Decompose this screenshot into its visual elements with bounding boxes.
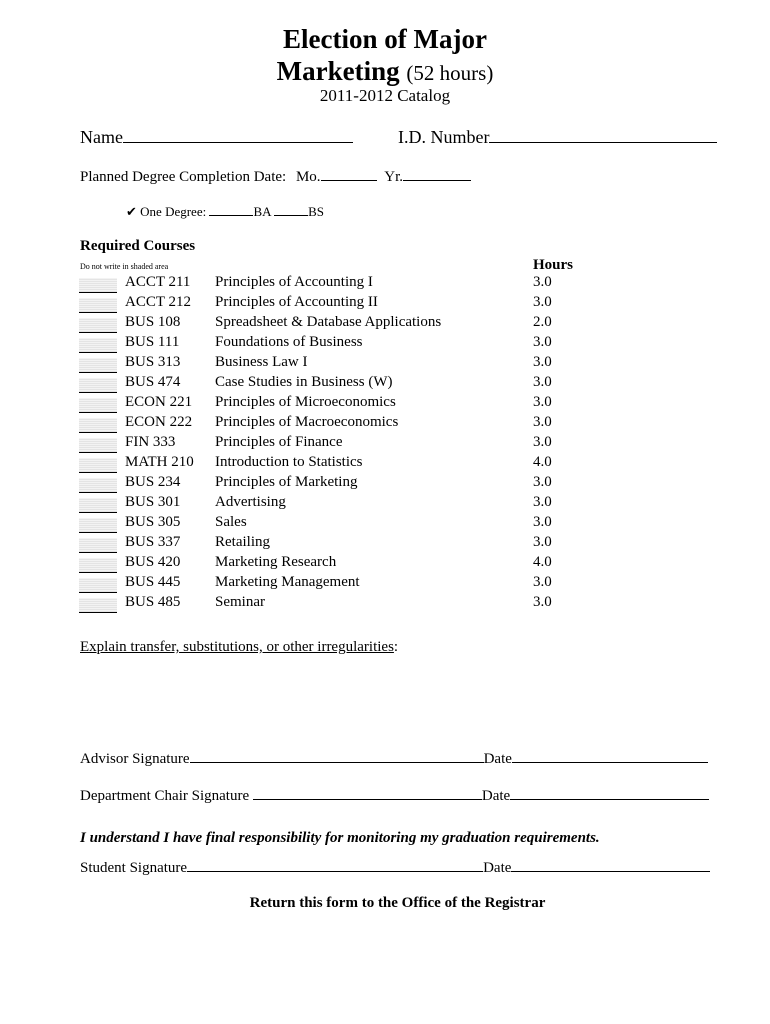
course-row xyxy=(0,374,770,394)
course-code: BUS 474 xyxy=(125,374,181,390)
student-date-field[interactable] xyxy=(511,857,710,872)
ba-field[interactable] xyxy=(209,204,253,216)
course-hours: 3.0 xyxy=(533,414,552,430)
student-date-label: Date xyxy=(483,860,512,876)
advisor-signature-label: Advisor Signature xyxy=(80,751,190,767)
explain-text-area[interactable] xyxy=(80,664,716,736)
course-hours: 3.0 xyxy=(533,534,552,550)
shaded-completion-box xyxy=(79,278,117,293)
course-hours: 3.0 xyxy=(533,514,552,530)
month-field[interactable] xyxy=(321,166,377,181)
course-code: ACCT 211 xyxy=(125,274,191,290)
course-code: BUS 234 xyxy=(125,474,181,490)
advisor-date-field[interactable] xyxy=(512,748,708,763)
course-code: FIN 333 xyxy=(125,434,176,450)
course-row xyxy=(0,354,770,374)
year-field[interactable] xyxy=(403,166,471,181)
course-title: Principles of Marketing xyxy=(215,474,358,490)
course-title: Business Law I xyxy=(215,354,308,370)
course-row xyxy=(0,454,770,474)
course-code: BUS 313 xyxy=(125,354,181,370)
course-code: BUS 337 xyxy=(125,534,181,550)
course-hours: 3.0 xyxy=(533,594,552,610)
course-row xyxy=(0,314,770,334)
course-code: BUS 301 xyxy=(125,494,181,510)
name-label: Name xyxy=(80,127,123,147)
course-row xyxy=(0,554,770,574)
course-hours: 3.0 xyxy=(533,374,552,390)
course-row xyxy=(0,534,770,554)
course-title: Marketing Management xyxy=(215,574,360,590)
course-row xyxy=(0,594,770,614)
course-code: BUS 485 xyxy=(125,594,181,610)
one-degree-label: One Degree: xyxy=(140,204,207,219)
shaded-completion-box xyxy=(79,578,117,593)
id-label: I.D. Number xyxy=(398,127,490,147)
course-title: Introduction to Statistics xyxy=(215,454,363,470)
shaded-completion-box xyxy=(79,378,117,393)
course-row xyxy=(0,434,770,454)
course-title: Marketing Research xyxy=(215,554,337,570)
course-row xyxy=(0,514,770,534)
course-hours: 3.0 xyxy=(533,494,552,510)
course-hours: 3.0 xyxy=(533,354,552,370)
course-title: Advertising xyxy=(215,494,286,510)
course-hours: 3.0 xyxy=(533,474,552,490)
course-title: Principles of Macroeconomics xyxy=(215,414,399,430)
chair-signature-row xyxy=(80,785,709,805)
course-row xyxy=(0,414,770,434)
responsibility-statement: I understand I have final responsibility for monitoring my graduation requirements. xyxy=(80,830,600,846)
course-title: Seminar xyxy=(215,594,265,610)
year-label: Yr. xyxy=(384,169,404,185)
course-hours: 4.0 xyxy=(533,454,552,470)
shaded-completion-box xyxy=(79,518,117,533)
shaded-completion-box xyxy=(79,458,117,473)
catalog-year: 2011-2012 Catalog xyxy=(319,86,451,105)
advisor-signature-row xyxy=(80,748,708,768)
one-degree-row xyxy=(126,204,324,220)
course-hours: 3.0 xyxy=(533,334,552,350)
month-label: Mo. xyxy=(295,169,321,185)
advisor-date-label: Date xyxy=(483,751,512,767)
major-name: Marketing xyxy=(276,56,400,86)
course-title: Sales xyxy=(215,514,247,530)
shaded-completion-box xyxy=(79,318,117,333)
course-code: BUS 108 xyxy=(125,314,181,330)
course-code: BUS 445 xyxy=(125,574,181,590)
completion-label: Planned Degree Completion Date: xyxy=(80,169,287,185)
course-code: BUS 111 xyxy=(125,334,180,350)
course-row xyxy=(0,494,770,514)
explain-row xyxy=(80,639,398,656)
shaded-area-note: Do not write in shaded area xyxy=(80,262,169,271)
bs-field[interactable] xyxy=(274,204,308,216)
checkmark-icon: ✔ xyxy=(126,204,137,219)
course-title: Principles of Microeconomics xyxy=(215,394,396,410)
id-number-field[interactable] xyxy=(489,128,717,143)
chair-signature-field[interactable] xyxy=(253,785,482,800)
return-instruction: Return this form to the Office of the Registrar xyxy=(249,895,546,911)
course-title: Principles of Finance xyxy=(215,434,343,450)
shaded-completion-box xyxy=(79,298,117,313)
shaded-completion-box xyxy=(79,358,117,373)
shaded-completion-box xyxy=(79,558,117,573)
shaded-completion-box xyxy=(79,498,117,513)
student-signature-field[interactable] xyxy=(187,857,483,872)
course-row xyxy=(0,574,770,594)
course-hours: 3.0 xyxy=(533,274,552,290)
course-row xyxy=(0,334,770,354)
student-signature-row xyxy=(80,857,710,877)
chair-date-label: Date xyxy=(481,788,511,804)
course-title: Principles of Accounting II xyxy=(215,294,378,310)
course-code: ACCT 212 xyxy=(125,294,191,310)
hours-note: (52 hours) xyxy=(406,61,494,85)
course-code: ECON 221 xyxy=(125,394,193,410)
course-code: BUS 305 xyxy=(125,514,181,530)
shaded-completion-box xyxy=(79,398,117,413)
course-hours: 3.0 xyxy=(533,394,552,410)
chair-date-field[interactable] xyxy=(510,785,709,800)
course-code: BUS 420 xyxy=(125,554,181,570)
major-title xyxy=(0,56,770,87)
shaded-completion-box xyxy=(79,538,117,553)
course-row xyxy=(0,474,770,494)
name-field[interactable] xyxy=(123,128,353,143)
advisor-signature-field[interactable] xyxy=(190,748,484,763)
shaded-completion-box xyxy=(79,598,117,613)
hours-heading: Hours xyxy=(533,257,574,273)
id-row xyxy=(398,127,717,148)
course-hours: 3.0 xyxy=(533,294,552,310)
chair-signature-label: Department Chair Signature xyxy=(80,788,250,804)
explain-label: Explain transfer, substitutions, or other irregularities xyxy=(80,639,394,655)
shaded-completion-box xyxy=(79,418,117,433)
course-hours: 3.0 xyxy=(533,434,552,450)
explain-colon: : xyxy=(393,639,399,655)
course-hours: 2.0 xyxy=(533,314,552,330)
course-title: Case Studies in Business (W) xyxy=(215,374,393,390)
name-row xyxy=(80,127,353,148)
course-title: Foundations of Business xyxy=(215,334,363,350)
completion-row xyxy=(80,166,471,186)
required-courses-heading: Required Courses xyxy=(80,238,196,254)
bs-label: BS xyxy=(308,204,324,219)
course-title: Principles of Accounting I xyxy=(215,274,373,290)
form-title: Election of Major xyxy=(283,24,487,54)
course-row xyxy=(0,394,770,414)
course-hours: 4.0 xyxy=(533,554,552,570)
ba-label: BA xyxy=(253,204,271,219)
course-row xyxy=(0,294,770,314)
course-title: Retailing xyxy=(215,534,270,550)
shaded-completion-box xyxy=(79,478,117,493)
shaded-completion-box xyxy=(79,438,117,453)
course-code: MATH 210 xyxy=(125,454,194,470)
student-signature-label: Student Signature xyxy=(80,860,188,876)
course-hours: 3.0 xyxy=(533,574,552,590)
course-code: ECON 222 xyxy=(125,414,193,430)
shaded-completion-box xyxy=(79,338,117,353)
course-row xyxy=(0,274,770,294)
course-title: Spreadsheet & Database Applications xyxy=(215,314,442,330)
